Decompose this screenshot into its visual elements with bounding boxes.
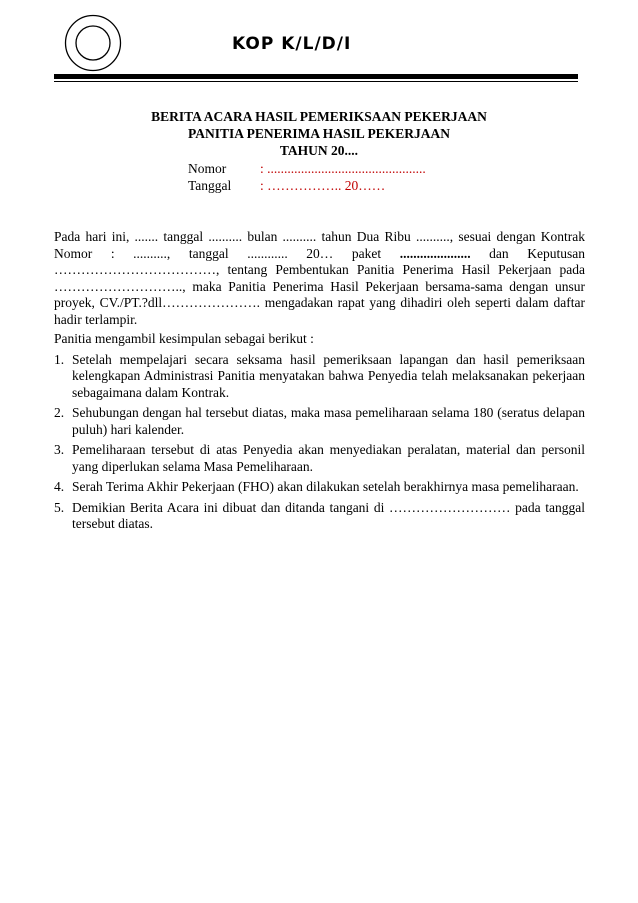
- document-title-line-2: PANITIA PENERIMA HASIL PEKERJAAN: [188, 126, 450, 141]
- list-item: [54, 405, 585, 438]
- letterhead-rule-thin: [54, 81, 578, 82]
- list-item: [54, 479, 585, 496]
- list-item-number: 3.: [54, 442, 65, 457]
- list-item-number: 4.: [54, 479, 65, 494]
- list-item-text: Sehubungan dengan hal tersebut diatas, maka masa pemeliharaan selama 180 (seratus delapan puluh) hari kalender.: [72, 405, 585, 437]
- logo-emblem-icon: [64, 14, 122, 72]
- conclusion-intro: Panitia mengambil kesimpulan sebagai berikut :: [54, 331, 314, 346]
- intro-paragraph: [54, 229, 585, 328]
- letterhead-rule-thick: [54, 74, 578, 79]
- list-item-number: 2.: [54, 405, 65, 420]
- tanggal-label: Tanggal: [188, 178, 232, 193]
- tanggal-row: [188, 178, 385, 194]
- document-body: [54, 229, 585, 537]
- conclusion-list: [54, 352, 585, 533]
- list-item-text: Setelah mempelajari secara seksama hasil pemeriksaan lapangan dan hasil pemeriksaan kelengkapan Administrasi Panitia menyatakan bahwa Penyedia telah melaksanakan pekerjaan sebagaimana dalam Kontrak.: [72, 351, 585, 400]
- list-item-number: 5.: [54, 499, 65, 515]
- list-item-text: Serah Terima Akhir Pekerjaan (FHO) akan dilakukan setelah berakhirnya masa pemeliharaan.: [72, 479, 579, 494]
- nomor-value: : ...............................................: [260, 161, 426, 176]
- document-title-year: TAHUN 20....: [279, 143, 359, 158]
- document-title-line-1: BERITA ACARA HASIL PEMERIKSAAN PEKERJAAN: [151, 109, 487, 124]
- list-item: [54, 500, 585, 533]
- list-item-number: 1.: [54, 351, 65, 367]
- nomor-row: [188, 161, 426, 177]
- list-item-text: Demikian Berita Acara ini dibuat dan ditanda tangani di ……………………… pada tanggal tersebut diatas.: [72, 499, 585, 531]
- intro-text-b: dan Keputusan ………………………………, tentang Pembentukan Panitia Penerima Hasil Pekerjaan pada ……………………….., maka Panitia Penerima Hasil Pekerjaan bersama-sama dengan unsur proyek, CV./PT.?dll…………………. mengadakan rapat yang dihadiri oleh seperti dalam daftar hadir terlampir.: [54, 245, 586, 327]
- intro-text-a: Pada hari ini, ....... tanggal .......... bulan .......... tahun Dua Ribu .........., sesuai dengan Kontrak Nomor : .........., tanggal ............ 20… paket: [54, 229, 585, 261]
- tanggal-value: : …………….. 20……: [260, 178, 386, 193]
- paket-blank: .....................: [399, 245, 471, 261]
- letterhead-title: KOP K/L/D/I: [232, 34, 352, 54]
- list-item: [54, 352, 585, 402]
- nomor-label: Nomor: [188, 161, 227, 176]
- list-item: [54, 442, 585, 475]
- list-item-text: Pemeliharaan tersebut di atas Penyedia akan menyediakan peralatan, material dan personil yang diperlukan selama Masa Pemeliharaan.: [72, 442, 585, 474]
